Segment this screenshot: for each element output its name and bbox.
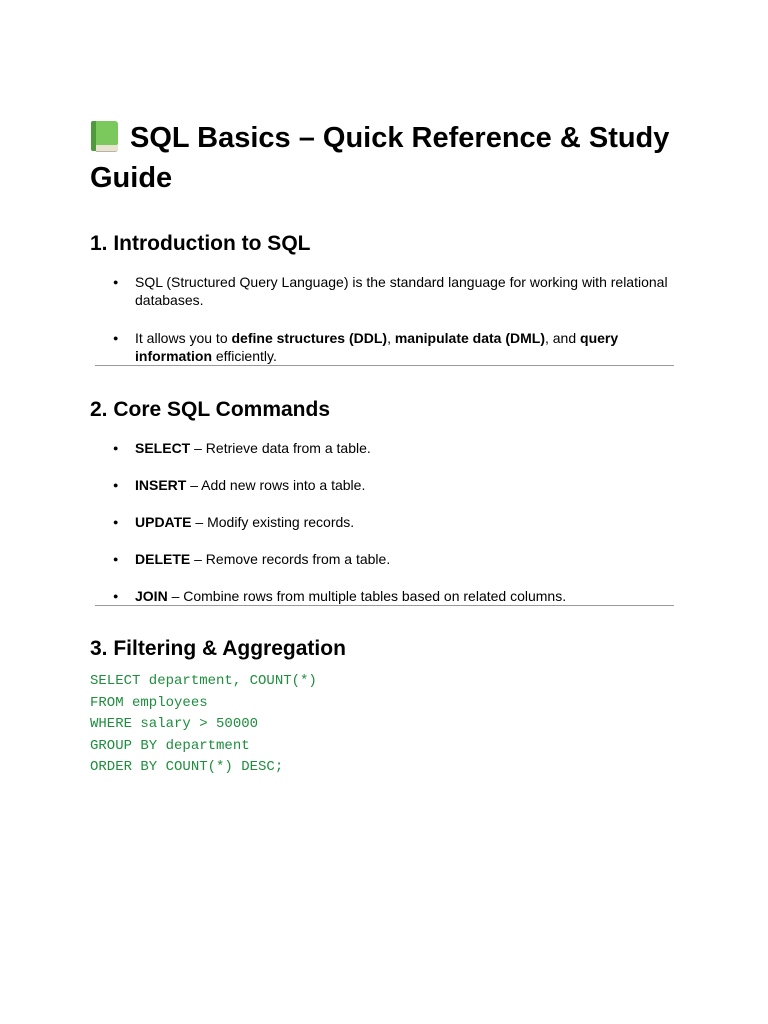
page-title bbox=[90, 118, 690, 198]
command-term: UPDATE bbox=[135, 514, 192, 530]
command-term: DELETE bbox=[135, 551, 191, 567]
page-title-text: SQL Basics – Quick Reference & Study Guide bbox=[90, 122, 670, 194]
list-item: ● SELECT – Retrieve data from a table. bbox=[90, 439, 690, 457]
green-book-icon bbox=[90, 120, 120, 152]
intro-bullet-list bbox=[90, 273, 690, 365]
section-introduction bbox=[90, 230, 690, 365]
document-page bbox=[90, 118, 690, 779]
section-heading-core-commands: 2. Core SQL Commands bbox=[90, 398, 331, 421]
commands-bullet-list bbox=[90, 439, 690, 605]
code-line: GROUP BY department bbox=[90, 737, 250, 754]
list-item: ● JOIN – Combine rows from multiple tables based on related columns. bbox=[90, 587, 690, 605]
list-item: ● INSERT – Add new rows into a table. bbox=[90, 476, 690, 494]
code-line: FROM employees bbox=[90, 694, 208, 711]
code-line: WHERE salary > 50000 bbox=[90, 716, 259, 732]
sql-code-block bbox=[90, 671, 690, 779]
section-divider bbox=[95, 365, 674, 366]
section-heading-introduction: 1. Introduction to SQL bbox=[90, 232, 311, 255]
section-heading-filtering: 3. Filtering & Aggregation bbox=[90, 637, 346, 660]
section-divider bbox=[95, 605, 674, 606]
list-item: ● SQL (Structured Query Language) is the standard language for working with relational databases. bbox=[90, 273, 690, 309]
section-filtering-aggregation bbox=[90, 635, 690, 779]
list-item: ● UPDATE – Modify existing records. bbox=[90, 513, 690, 531]
list-item: ● DELETE – Remove records from a table. bbox=[90, 550, 690, 568]
section-core-commands bbox=[90, 396, 690, 605]
code-line: ORDER BY COUNT(*) DESC; bbox=[90, 759, 284, 775]
command-term: INSERT bbox=[135, 477, 187, 493]
list-item: ● It allows you to define structures (DDL), manipulate data (DML), and query information efficiently. bbox=[90, 329, 690, 365]
code-line: SELECT department, COUNT(*) bbox=[90, 673, 317, 689]
command-term: JOIN bbox=[135, 588, 168, 604]
command-term: SELECT bbox=[135, 440, 191, 456]
